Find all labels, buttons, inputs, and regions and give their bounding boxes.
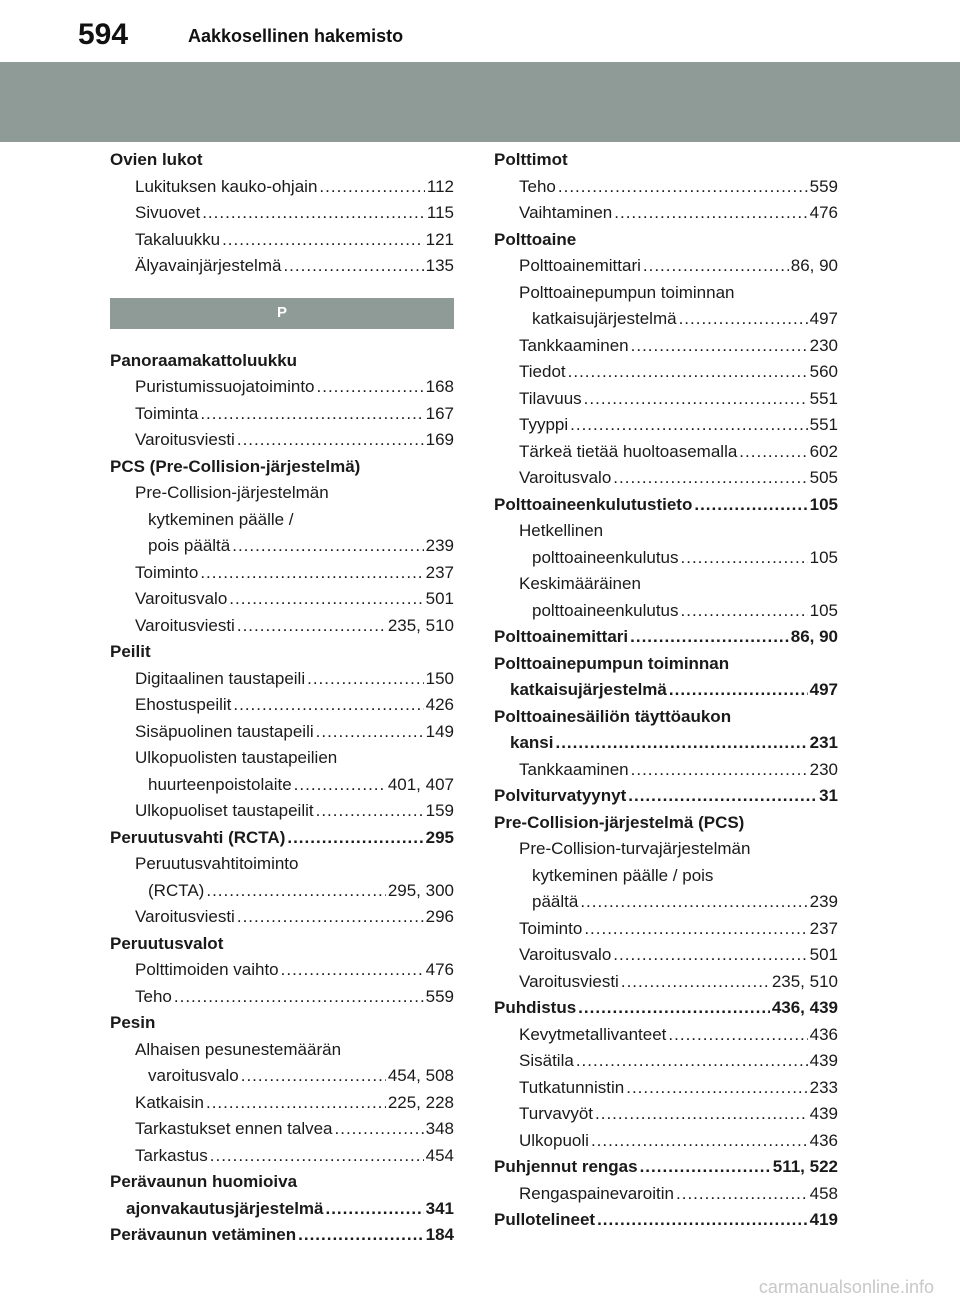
entry-page-ref: 511, 522 — [772, 1157, 838, 1176]
index-entry-sub — [494, 757, 838, 784]
entry-text: Takaluukku — [135, 229, 221, 249]
dot-leader — [578, 995, 770, 1022]
dot-leader — [232, 533, 423, 560]
index-entry-sub — [110, 227, 454, 254]
index-entry-main — [494, 1154, 838, 1181]
index-entry-sub — [110, 904, 454, 931]
index-entry-main — [494, 704, 838, 731]
dot-leader — [631, 333, 808, 360]
entry-text: Peilit — [110, 642, 151, 661]
index-entry-main — [110, 1222, 454, 1249]
index-entry-sub — [110, 401, 454, 428]
entry-text: Katkaisin — [135, 1092, 204, 1112]
index-entry-sub — [494, 306, 838, 333]
index-entry-sub — [494, 200, 838, 227]
dot-leader — [739, 439, 807, 466]
entry-text: Puhdistus — [494, 998, 577, 1017]
index-entry-main — [494, 995, 838, 1022]
index-entry-sub — [110, 507, 454, 534]
dot-leader — [281, 957, 424, 984]
entry-text: Pre-Collision-järjestelmän — [135, 483, 329, 502]
entry-text: Tarkastus — [135, 1145, 208, 1165]
index-entry-main — [494, 677, 838, 704]
index-entry-sub — [110, 1143, 454, 1170]
entry-text: Tutkatunnistin — [519, 1077, 625, 1097]
dot-leader — [681, 545, 808, 572]
dot-leader — [584, 916, 807, 943]
index-entry-main — [110, 639, 454, 666]
dot-leader — [591, 1128, 808, 1155]
entry-text: Ulkopuoli — [519, 1130, 589, 1150]
entry-text: Rengaspainevaroitin — [519, 1183, 674, 1203]
index-column-left — [110, 147, 454, 1249]
dot-leader — [595, 1101, 808, 1128]
dot-leader — [202, 200, 425, 227]
index-entry-sub — [494, 863, 838, 890]
index-entry-main — [494, 730, 838, 757]
entry-page-ref: 559 — [809, 176, 838, 196]
index-entry-sub — [110, 560, 454, 587]
dot-leader — [237, 427, 424, 454]
index-entry-main — [494, 492, 838, 519]
entry-page-ref: 184 — [425, 1225, 454, 1244]
dot-leader — [316, 719, 424, 746]
dot-leader — [681, 598, 808, 625]
entry-page-ref: 476 — [425, 960, 454, 979]
entry-text: Tankkaaminen — [519, 335, 629, 355]
dot-leader — [210, 1143, 424, 1170]
entry-page-ref: 458 — [809, 1183, 838, 1203]
dot-leader — [335, 1116, 424, 1143]
entry-text: Pre-Collision-turvajärjestelmän — [519, 839, 751, 858]
index-entry-main — [494, 227, 838, 254]
entry-page-ref: 149 — [425, 721, 454, 741]
entry-page-ref: 426 — [425, 695, 454, 714]
index-entry-sub — [110, 984, 454, 1011]
entry-page-ref: 86, 90 — [790, 256, 838, 275]
dot-leader — [294, 772, 386, 799]
entry-text: Polttoainepumpun toiminnan — [519, 282, 735, 302]
entry-page-ref: 105 — [809, 494, 838, 514]
dot-leader — [580, 889, 807, 916]
entry-text: PCS (Pre-Collision-järjestelmä) — [110, 456, 361, 476]
index-entry-sub — [494, 1128, 838, 1155]
entry-page-ref: 436, 439 — [771, 998, 838, 1017]
entry-text: katkaisujärjestelmä — [532, 309, 677, 328]
entry-text: Turvavyöt — [519, 1104, 594, 1123]
entry-page-ref: 239 — [809, 892, 838, 911]
entry-text: Älyavainjärjestelmä — [135, 256, 282, 275]
entry-text: Polttoainemittari — [519, 256, 641, 275]
index-entry-sub — [494, 280, 838, 307]
entry-page-ref: 112 — [426, 176, 454, 196]
entry-text: Varoitusviesti — [135, 430, 235, 449]
dot-leader — [229, 586, 423, 613]
index-entry-sub — [494, 359, 838, 386]
entry-page-ref: 105 — [809, 600, 838, 620]
entry-page-ref: 31 — [819, 786, 838, 805]
entry-page-ref: 225, 228 — [387, 1092, 454, 1112]
entry-text: polttoaineenkulutus — [532, 600, 679, 620]
entry-text: Keskimääräinen — [519, 574, 641, 593]
index-entry-sub — [494, 1181, 838, 1208]
entry-page-ref: 233 — [809, 1077, 838, 1097]
entry-text: Polttoainemittari — [494, 627, 629, 646]
index-entry-sub — [110, 1116, 454, 1143]
entry-text: Digitaalinen taustapeili — [135, 668, 306, 688]
entry-text: Alhaisen pesunestemäärän — [135, 1039, 342, 1059]
dot-leader — [676, 1181, 808, 1208]
dot-leader — [621, 969, 770, 996]
entry-text: Perävaunun vetäminen — [110, 1225, 297, 1244]
entry-text: Ovien lukot — [110, 150, 203, 169]
entry-page-ref: 295, 300 — [387, 880, 454, 900]
entry-text: Polviturvatyynyt — [494, 786, 627, 805]
index-entry-sub — [110, 1037, 454, 1064]
dot-leader — [287, 825, 423, 852]
entry-page-ref: 235, 510 — [771, 971, 838, 991]
entry-text: Toiminto — [519, 918, 583, 938]
dot-leader — [237, 904, 424, 931]
entry-text: Tarkastukset ennen talvea — [135, 1119, 333, 1138]
dot-leader — [325, 1196, 423, 1223]
dot-leader — [643, 253, 789, 280]
entry-text: Vaihtaminen — [519, 203, 613, 222]
dot-leader — [206, 878, 385, 905]
dot-leader — [241, 1063, 386, 1090]
entry-page-ref: 501 — [425, 589, 454, 608]
entry-text: Kevytmetallivanteet — [519, 1024, 667, 1044]
dot-leader — [206, 1090, 386, 1117]
entry-text: päältä — [532, 892, 579, 911]
dot-leader — [614, 200, 807, 227]
index-entry-main — [110, 147, 454, 174]
dot-leader — [307, 666, 424, 693]
index-entry-sub — [110, 374, 454, 401]
entry-page-ref: 439 — [809, 1051, 838, 1070]
entry-text: Panoraamakattoluukku — [110, 350, 298, 370]
dot-leader — [613, 465, 807, 492]
entry-text: Polttoainepumpun toiminnan — [494, 653, 730, 673]
entry-page-ref: 436 — [809, 1024, 838, 1044]
dot-leader — [568, 359, 808, 386]
index-entry-sub — [110, 613, 454, 640]
entry-text: ajonvakautusjärjestelmä — [126, 1198, 324, 1218]
entry-text: Varoitusviesti — [519, 971, 619, 991]
index-entry-sub — [110, 666, 454, 693]
index-entry-sub — [494, 253, 838, 280]
entry-page-ref: 602 — [809, 441, 838, 461]
dot-leader — [319, 174, 424, 201]
entry-text: varoitusvalo — [148, 1066, 239, 1085]
index-entry-sub — [494, 386, 838, 413]
header-gray-bar — [0, 62, 960, 142]
entry-text: Toiminto — [135, 562, 199, 582]
index-entry-sub — [494, 598, 838, 625]
index-entry-sub — [110, 174, 454, 201]
entry-text: Lukituksen kauko-ohjain — [135, 176, 318, 196]
dot-leader — [555, 730, 807, 757]
index-entry-sub — [494, 1022, 838, 1049]
entry-text: Polttimoiden vaihto — [135, 960, 279, 979]
watermark: carmanualsonline.info — [758, 1277, 934, 1297]
index-group-p — [110, 348, 454, 1249]
entry-text: Pullotelineet — [494, 1210, 596, 1229]
index-entry-sub — [110, 427, 454, 454]
entry-text: Varoitusviesti — [135, 615, 235, 635]
entry-text: polttoaineenkulutus — [532, 547, 679, 567]
entry-page-ref: 348 — [425, 1119, 454, 1138]
entry-text: Sisätila — [519, 1051, 574, 1070]
index-entry-main — [494, 783, 838, 810]
entry-page-ref: 168 — [425, 377, 454, 396]
index-entry-sub — [110, 1063, 454, 1090]
dot-leader — [570, 412, 807, 439]
entry-text: kytkeminen päälle / — [148, 509, 294, 529]
entry-text: kytkeminen päälle / pois — [532, 865, 714, 885]
section-letter-bar — [110, 298, 454, 329]
index-entry-sub — [110, 745, 454, 772]
dot-leader — [631, 757, 808, 784]
entry-page-ref: 501 — [809, 945, 838, 964]
dot-leader — [584, 386, 808, 413]
dot-leader — [640, 1154, 771, 1181]
entry-page-ref: 497 — [809, 309, 838, 328]
entry-page-ref: 231 — [809, 733, 838, 752]
index-entry-main — [494, 624, 838, 651]
index-entry-sub — [494, 412, 838, 439]
entry-page-ref: 230 — [809, 335, 838, 355]
dot-leader — [222, 227, 424, 254]
index-entry-main — [110, 1196, 454, 1223]
index-entry-sub — [494, 969, 838, 996]
entry-page-ref: 230 — [809, 759, 838, 779]
entry-page-ref: 401, 407 — [387, 774, 454, 794]
entry-text: Varoitusviesti — [135, 907, 235, 926]
entry-page-ref: 237 — [425, 562, 454, 582]
dot-leader — [694, 492, 807, 519]
dot-leader — [630, 624, 789, 651]
entry-text: Polttoainesäiliön täyttöaukon — [494, 706, 732, 726]
index-entry-sub — [494, 942, 838, 969]
index-entry-sub — [110, 586, 454, 613]
entry-text: Tyyppi — [519, 415, 569, 434]
index-entry-sub — [110, 692, 454, 719]
index-entry-sub — [494, 1075, 838, 1102]
entry-page-ref: 551 — [809, 415, 838, 434]
dot-leader — [669, 677, 808, 704]
dot-leader — [597, 1207, 808, 1234]
entry-text: Peruutusvahti (RCTA) — [110, 827, 286, 847]
dot-leader — [298, 1222, 424, 1249]
entry-text: Tankkaaminen — [519, 759, 629, 779]
page-number: 594 — [78, 18, 129, 51]
entry-text: katkaisujärjestelmä — [510, 680, 667, 699]
entry-text: Ulkopuoliset taustapeilit — [135, 801, 314, 820]
entry-page-ref: 497 — [809, 680, 838, 699]
index-entry-sub — [494, 916, 838, 943]
dot-leader — [576, 1048, 808, 1075]
entry-text: Puristumissuojatoiminto — [135, 377, 315, 396]
entry-page-ref: 169 — [425, 430, 454, 449]
entry-text: Toiminta — [135, 403, 199, 423]
index-entry-sub — [110, 480, 454, 507]
index-entry-main — [110, 1169, 454, 1196]
index-entry-sub — [494, 1048, 838, 1075]
entry-page-ref: 115 — [426, 203, 454, 222]
entry-text: Peruutusvalot — [110, 933, 224, 953]
index-entry-sub — [494, 518, 838, 545]
entry-text: Hetkellinen — [519, 521, 604, 540]
dot-leader — [558, 174, 808, 201]
dot-leader — [626, 1075, 807, 1102]
index-entry-sub — [110, 957, 454, 984]
header-top-band — [0, 0, 960, 60]
entry-page-ref: 476 — [809, 203, 838, 222]
entry-page-ref: 121 — [425, 229, 454, 249]
entry-text: pois päältä — [148, 536, 231, 555]
entry-text: Tiedot — [519, 362, 566, 381]
entry-text: Teho — [135, 986, 172, 1006]
index-entry-sub — [110, 1090, 454, 1117]
index-column-right — [494, 147, 838, 1234]
entry-page-ref: 559 — [425, 986, 454, 1006]
dot-leader — [317, 374, 424, 401]
entry-text: Peruutusvahtitoiminto — [135, 854, 299, 873]
index-entry-main — [494, 651, 838, 678]
entry-page-ref: 86, 90 — [790, 627, 838, 646]
entry-text: Ehostuspeilit — [135, 695, 232, 714]
index-entry-main — [110, 1010, 454, 1037]
dot-leader — [233, 692, 423, 719]
entry-text: Pre-Collision-järjestelmä (PCS) — [494, 812, 745, 832]
index-entry-sub — [110, 798, 454, 825]
entry-page-ref: 505 — [809, 468, 838, 487]
dot-leader — [283, 253, 423, 280]
entry-text: (RCTA) — [148, 880, 205, 900]
index-entry-sub — [110, 851, 454, 878]
dot-leader — [679, 306, 808, 333]
entry-text: Sisäpuolinen taustapeili — [135, 721, 314, 741]
index-entry-sub — [494, 465, 838, 492]
running-title: Aakkosellinen hakemisto — [188, 26, 404, 46]
entry-page-ref: 159 — [425, 801, 454, 820]
index-entry-main — [110, 931, 454, 958]
index-entry-sub — [494, 545, 838, 572]
index-entry-sub — [110, 772, 454, 799]
entry-page-ref: 296 — [425, 907, 454, 926]
index-entry-sub — [110, 200, 454, 227]
index-entry-sub — [110, 533, 454, 560]
index-entry-sub — [110, 253, 454, 280]
index-entry-sub — [110, 878, 454, 905]
dot-leader — [668, 1022, 807, 1049]
entry-page-ref: 150 — [425, 668, 454, 688]
entry-text: Varoitusvalo — [519, 945, 612, 964]
entry-page-ref: 167 — [425, 403, 454, 423]
dot-leader — [628, 783, 817, 810]
entry-page-ref: 135 — [425, 256, 454, 275]
index-entry-main — [110, 348, 454, 375]
entry-page-ref: 454, 508 — [387, 1066, 454, 1085]
index-entry-sub — [494, 333, 838, 360]
dot-leader — [237, 613, 386, 640]
index-entry-sub — [110, 719, 454, 746]
index-entry-sub — [494, 889, 838, 916]
entry-page-ref: 237 — [809, 918, 838, 938]
index-entry-main — [110, 825, 454, 852]
entry-text: Varoitusvalo — [135, 589, 228, 608]
index-entry-sub — [494, 174, 838, 201]
index-entry-sub — [494, 1101, 838, 1128]
entry-page-ref: 560 — [809, 362, 838, 381]
index-entry-sub — [494, 836, 838, 863]
entry-page-ref: 235, 510 — [387, 615, 454, 635]
index-group-p-continued — [494, 147, 838, 1234]
index-entry-main — [494, 810, 838, 837]
entry-text: kansi — [510, 733, 554, 752]
entry-text: Polttimot — [494, 150, 568, 169]
entry-text: Sivuovet — [135, 203, 201, 222]
entry-text: Teho — [519, 176, 556, 196]
dot-leader — [200, 401, 423, 428]
index-entry-main — [110, 454, 454, 481]
entry-page-ref: 295 — [425, 827, 454, 847]
entry-text: Tilavuus — [519, 388, 582, 408]
entry-page-ref: 439 — [809, 1104, 838, 1123]
dot-leader — [200, 560, 423, 587]
entry-page-ref: 239 — [425, 536, 454, 555]
index-entry-sub — [494, 571, 838, 598]
dot-leader — [613, 942, 807, 969]
entry-text: Ulkopuolisten taustapeilien — [135, 748, 338, 767]
entry-text: Puhjennut rengas — [494, 1157, 638, 1176]
entry-page-ref: 105 — [809, 547, 838, 567]
index-entry-main — [494, 147, 838, 174]
section-letter: P — [276, 303, 287, 321]
entry-text: Pesin — [110, 1013, 156, 1032]
entry-text: Polttoaineenkulutustieto — [494, 494, 693, 514]
dot-leader — [174, 984, 424, 1011]
entry-text: Polttoaine — [494, 229, 577, 249]
entry-text: huurteenpoistolaite — [148, 774, 292, 794]
entry-text: Varoitusvalo — [519, 468, 612, 487]
page-header — [0, 0, 960, 140]
entry-text: Tärkeä tietää huoltoasemalla — [519, 441, 738, 461]
dot-leader — [316, 798, 424, 825]
entry-page-ref: 419 — [809, 1210, 838, 1229]
entry-text: Perävaunun huomioiva — [110, 1172, 298, 1191]
index-entry-sub — [494, 439, 838, 466]
index-group-o — [110, 147, 454, 280]
entry-page-ref: 454 — [425, 1145, 454, 1165]
entry-page-ref: 551 — [809, 388, 838, 408]
entry-page-ref: 436 — [809, 1130, 838, 1150]
entry-page-ref: 341 — [425, 1198, 454, 1218]
index-entry-main — [494, 1207, 838, 1234]
